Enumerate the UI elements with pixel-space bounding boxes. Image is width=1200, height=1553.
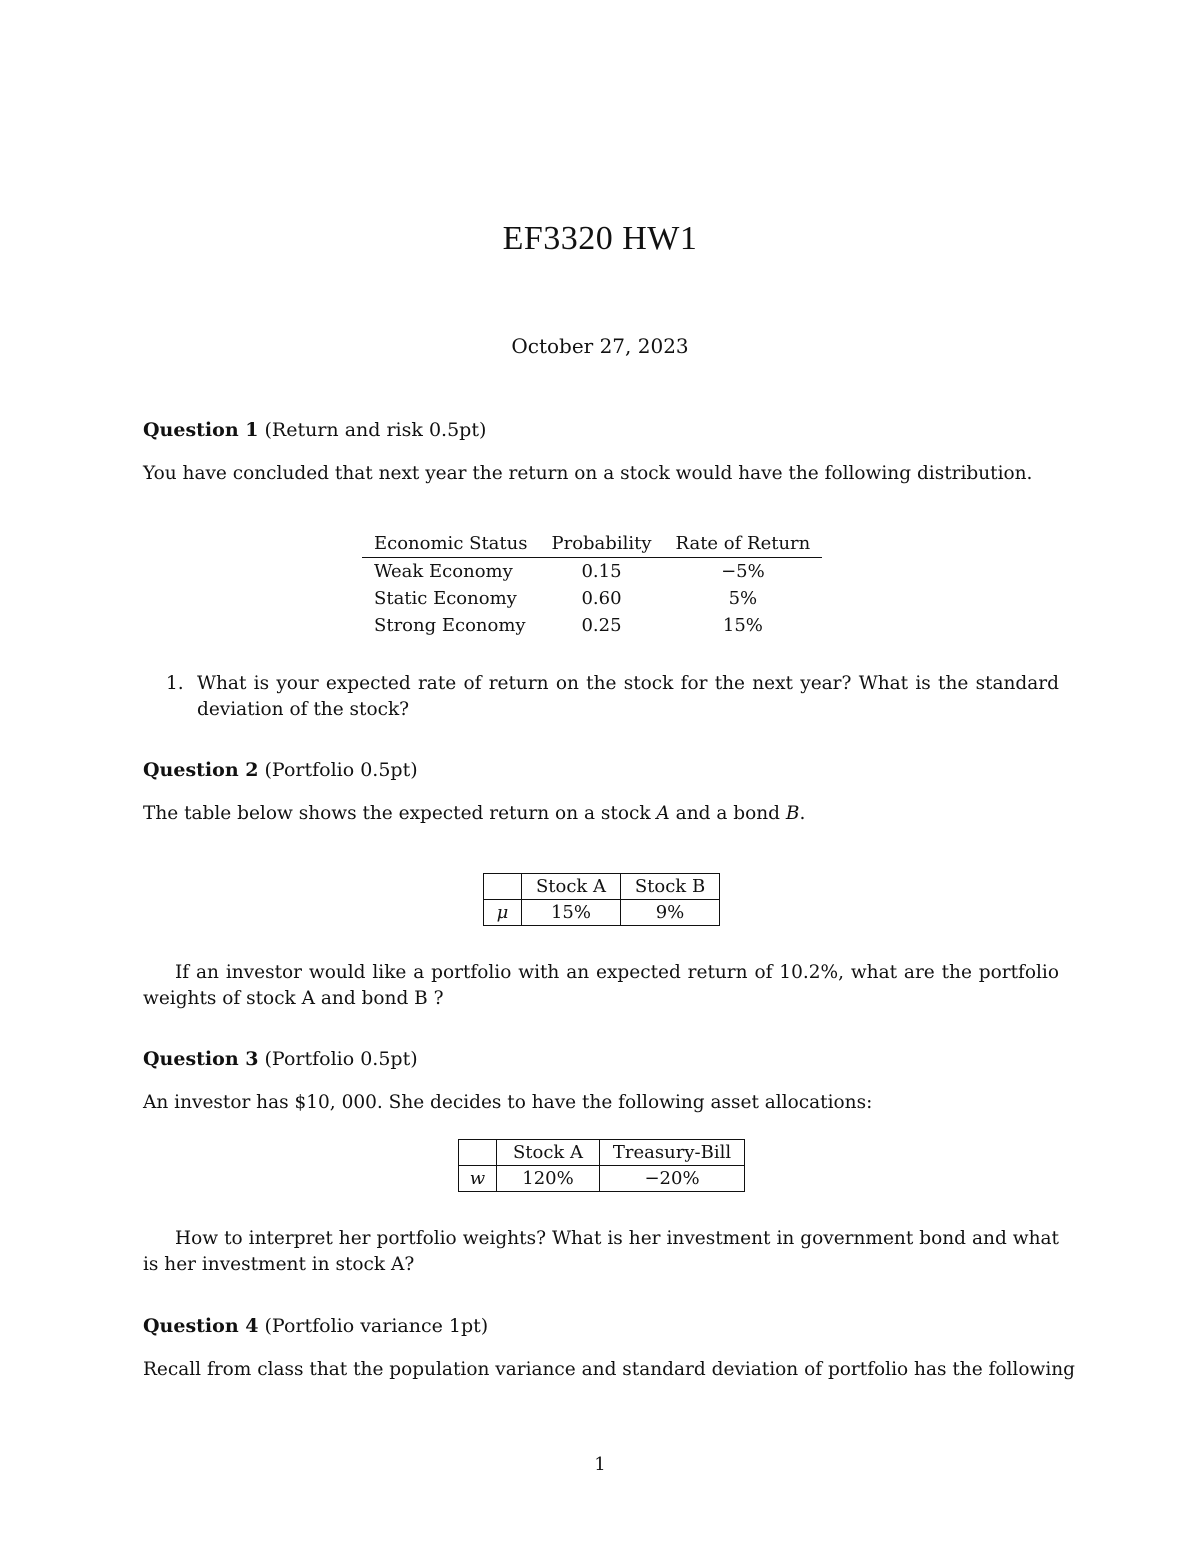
- table-cell: 0.60: [581, 588, 622, 609]
- table-row: [362, 558, 822, 586]
- intro-text: .: [799, 803, 806, 824]
- row-label-w: w: [459, 1166, 497, 1192]
- empty-corner-cell: [484, 874, 522, 900]
- question-4-label: Question 4: [143, 1315, 259, 1337]
- table-header-row: [362, 530, 822, 558]
- empty-corner-cell: [459, 1140, 497, 1166]
- table-cell: 0.25: [581, 615, 622, 636]
- column-header: Stock A: [522, 874, 621, 900]
- column-header: Stock A: [497, 1140, 600, 1166]
- question-3-label: Question 3: [143, 1048, 259, 1070]
- column-header: Rate of Return: [664, 530, 823, 558]
- question-1-intro: You have concluded that next year the return on a stock would have the following distribution.: [143, 463, 1033, 484]
- table-cell: Weak Economy: [374, 561, 513, 582]
- document-title: EF3320 HW1: [502, 220, 698, 257]
- question-1-label: Question 1: [143, 419, 259, 441]
- intro-text: and a bond: [669, 803, 786, 824]
- question-4-topic: (Portfolio variance 1pt): [264, 1315, 489, 1337]
- column-header: Probability: [539, 530, 663, 558]
- table-cell: Static Economy: [374, 588, 517, 609]
- question-3-heading: [143, 1048, 418, 1070]
- table-row: [362, 612, 822, 639]
- question-3-intro: An investor has $10, 000. She decides to have the following asset allocations:: [143, 1092, 873, 1113]
- table-header-row: [484, 874, 720, 900]
- question-1-heading: [143, 419, 486, 441]
- table-cell: −5%: [721, 561, 765, 582]
- asset-allocation-table: [458, 1139, 745, 1192]
- table-cell: 0.15: [581, 561, 622, 582]
- variable-a: A: [656, 803, 670, 824]
- document-date: October 27, 2023: [511, 334, 689, 358]
- table-row: [484, 900, 720, 926]
- list-item-number: 1.: [166, 673, 184, 694]
- question-2-label: Question 2: [143, 759, 259, 781]
- question-3-text: How to interpret her portfolio weights? What is her investment in government bond and what is her investment in stock A?: [143, 1228, 1059, 1275]
- table-cell: 15%: [522, 900, 621, 926]
- table-cell: 5%: [728, 588, 758, 609]
- question-3-topic: (Portfolio 0.5pt): [264, 1048, 418, 1070]
- list-item: What is your expected rate of return on the stock for the next year? What is the standard deviation of the stock?: [197, 673, 1059, 720]
- table-cell: 9%: [621, 900, 720, 926]
- table-cell: 120%: [497, 1166, 600, 1192]
- table-cell: −20%: [600, 1166, 745, 1192]
- question-4-heading: [143, 1315, 488, 1337]
- row-label-mu: μ: [484, 900, 522, 926]
- table-row: [362, 585, 822, 612]
- return-distribution-table: [362, 530, 822, 639]
- expected-return-table: [483, 873, 720, 926]
- intro-text: The table below shows the expected return on a stock: [143, 803, 657, 824]
- table-cell: Strong Economy: [374, 615, 526, 636]
- question-2-intro: [143, 803, 805, 824]
- table-row: [459, 1166, 745, 1192]
- column-header: Treasury-Bill: [600, 1140, 745, 1166]
- table-header-row: [459, 1140, 745, 1166]
- variable-b: B: [785, 803, 800, 824]
- table-cell: 15%: [722, 615, 763, 636]
- question-1-list: [166, 671, 1059, 723]
- question-2-topic: (Portfolio 0.5pt): [264, 759, 418, 781]
- question-2-text: If an investor would like a portfolio with an expected return of 10.2%, what are the portfolio weights of stock A and bond B ?: [143, 962, 1059, 1009]
- question-1-topic: (Return and risk 0.5pt): [264, 419, 487, 441]
- question-4-intro: Recall from class that the population variance and standard deviation of portfolio has the following: [143, 1359, 1076, 1380]
- column-header: Stock B: [621, 874, 720, 900]
- page-number: 1: [594, 1454, 606, 1475]
- question-2-heading: [143, 759, 418, 781]
- column-header: Economic Status: [362, 530, 539, 558]
